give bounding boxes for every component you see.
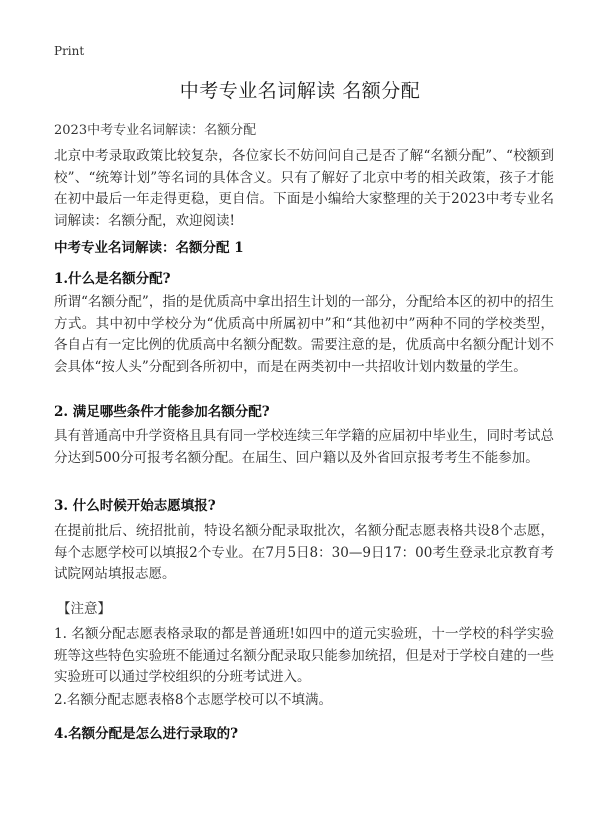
question-1-heading: 1.什么是名额分配?	[54, 271, 171, 287]
section-heading: 中考专业名词解读：名额分配 1	[54, 240, 244, 256]
print-label[interactable]: Print	[54, 44, 85, 58]
document-title: 中考专业名词解读 名额分配	[179, 80, 421, 102]
document-subtitle: 2023中考专业名词解读：名额分配	[54, 123, 257, 138]
question-4-heading: 4.名额分配是怎么进行录取的?	[54, 726, 239, 742]
question-3-body: 在提前批后、统招批前，特设名额分配录取批次，名额分配志愿表格共设8个志愿，每个志愿学校可以填报2个专业。在7月5日8：30—9日17：00考生登录北京教育考试院网站填报志愿。	[54, 523, 554, 583]
intro-paragraph: 北京中考录取政策比较复杂，各位家长不妨问问自己是否了解“名额分配”、“校额到校”、“统筹计划”等名词的具体含义。只有了解好了北京中考的相关政策，孩子才能在初中最后一年走得更稳，更自信。下面是小编给大家整理的关于2023中考专业名词解读：名额分配，欢迎阅读!	[54, 148, 554, 229]
notice-label: 【注意】	[57, 601, 111, 617]
question-3-heading: 3. 什么时候开始志愿填报?	[54, 498, 216, 514]
notice-item-1: 1. 名额分配志愿表格录取的都是普通班!如四中的道元实验班，十一学校的科学实验班等这些特色实验班不能通过名额分配录取只能参加统招，但是对于学校自建的一些实验班可以通过学校组织的分班考试进入。	[54, 626, 554, 686]
question-2-body: 具有普通高中升学资格且具有同一学校连续三年学籍的应届初中毕业生，同时考试总分达到500分可报考名额分配。在届生、回户籍以及外省回京报考考生不能参加。	[54, 428, 554, 466]
question-2-heading: 2. 满足哪些条件才能参加名额分配?	[54, 404, 270, 420]
question-1-body: 所谓“名额分配”，指的是优质高中拿出招生计划的一部分，分配给本区的初中的招生方式。其中初中学校分为“优质高中所属初中”和“其他初中”两种不同的学校类型，各自占有一定比例的优质高中名额分配数。需要注意的是，优质高中名额分配计划不会具体“按人头”分配到各所初中，而是在两类初中一共招收计划内数量的学生。	[54, 294, 554, 375]
notice-item-2: 2.名额分配志愿表格8个志愿学校可以不填满。	[54, 692, 332, 708]
